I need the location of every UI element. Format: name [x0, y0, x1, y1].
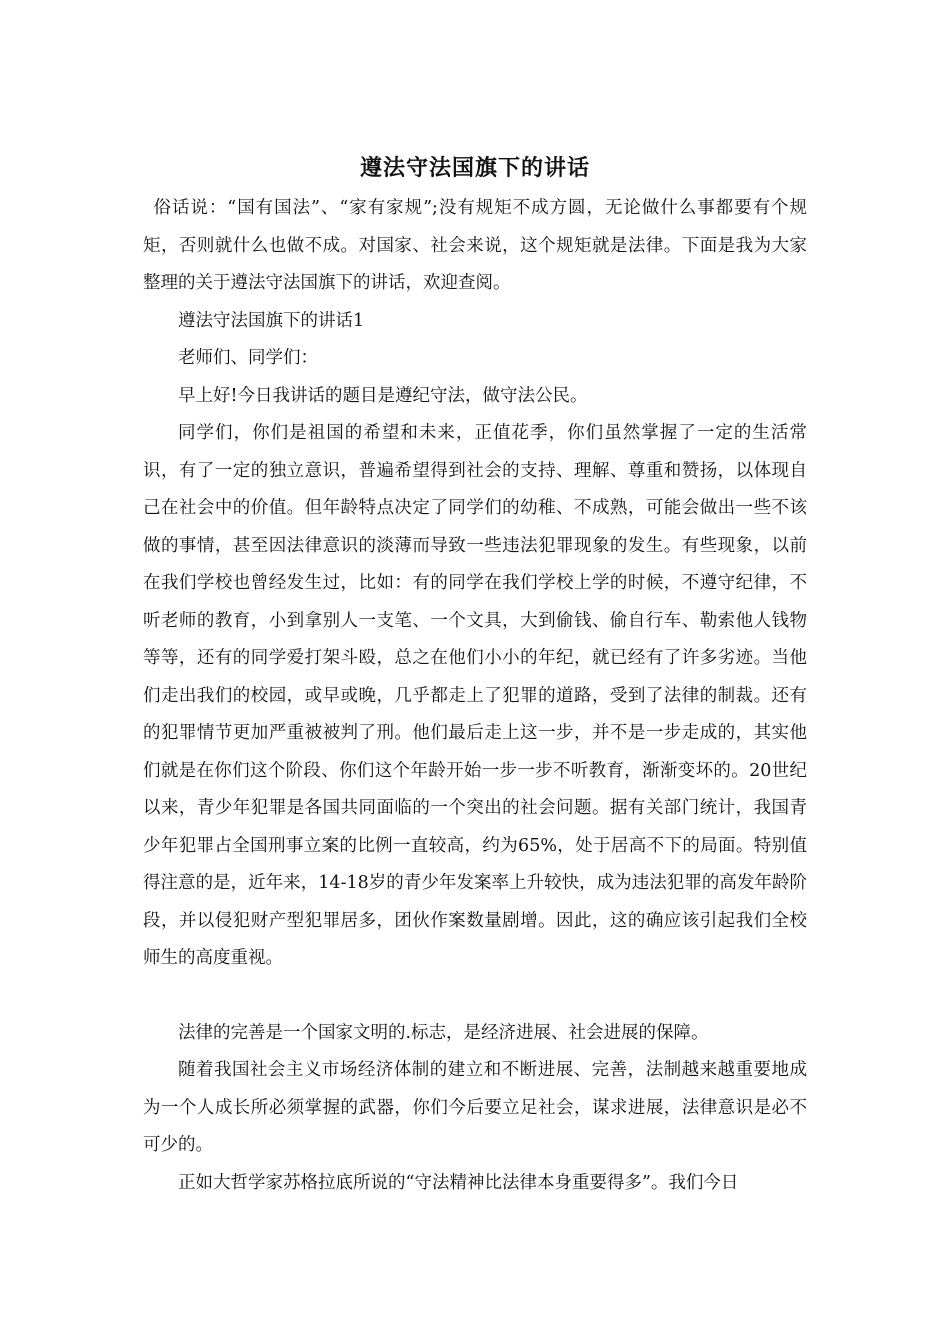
body-paragraph: 法律的完善是一个国家文明的.标志，是经济进展、社会进展的保障。 — [178, 1022, 709, 1043]
document-title: 遵法守法国旗下的讲话 — [359, 155, 590, 181]
body-paragraph: 同学们，你们是祖国的希望和未来，正值花季，你们虽然掌握了一定的生活常识，有了一定的独立意识，普遍希望得到社会的支持、理解、尊重和赞扬，以体现自己在社会中的价值。但年龄特点决定了同学们的幼稚、不成熟，可能会做出一些不该做的事情，甚至因法律意识的淡薄而导致一些违法犯罪现象的发生。有些现象，以前在我们学校也曾经发生过，比如：有的同学在我们学校上学的时候，不遵守纪律，不听老师的教育，小到拿别人一支笔、一个文具，大到偷钱、偷自行车、勒索他人钱物等等，还有的同学爱打架斗殴，总之在他们小小的年纪，就已经有了许多劣迹。当他们走出我们的校园，或早或晚，几乎都走上了犯罪的道路，受到了法律的制裁。还有的犯罪情节更加严重被被判了刑。他们最后走上这一步，并不是一步走成的，其实他们就是在你们这个阶段、你们这个年龄开始一步一步不听教育，渐渐变坏的。20世纪以来，青少年犯罪是各国共同面临的一个突出的社会问题。据有关部门统计，我国青少年犯罪占全国刑事立案的比例一直较高，约为65%，处于居高不下的局面。特别值得注意的是，近年来，14-18岁的青少年发案率上升较快，成为违法犯罪的高发年龄阶段，并以侵犯财产型犯罪居多，团伙作案数量剧增。因此，这的确应该引起我们全校师生的高度重视。 — [143, 423, 807, 968]
greeting-paragraph: 早上好!今日我讲话的题目是遵纪守法，做守法公民。 — [178, 385, 588, 406]
paragraph-gap — [143, 978, 807, 1015]
body-paragraph: 正如大哲学家苏格拉底所说的“守法精神比法律本身重要得多”。我们今日 — [178, 1172, 739, 1193]
salutation: 老师们、同学们： — [178, 348, 318, 368]
body-paragraph: 随着我国社会主义市场经济体制的建立和不断进展、完善，法制越来越重要地成为一个人成长所必须掌握的武器，你们今后要立足社会，谋求进展，法律意识是必不可少的。 — [143, 1060, 807, 1155]
speech-heading: 遵法守法国旗下的讲话1 — [178, 310, 365, 331]
intro-paragraph: 俗话说：“国有国法”、“家有家规”;没有规矩不成方圆，无论做什么事都要有个规矩，否则就什么也做不成。对国家、社会来说，这个规矩就是法律。下面是我为大家整理的关于遵法守法国旗下的讲话，欢迎查阅。 — [143, 198, 807, 293]
document-page — [143, 148, 807, 1202]
